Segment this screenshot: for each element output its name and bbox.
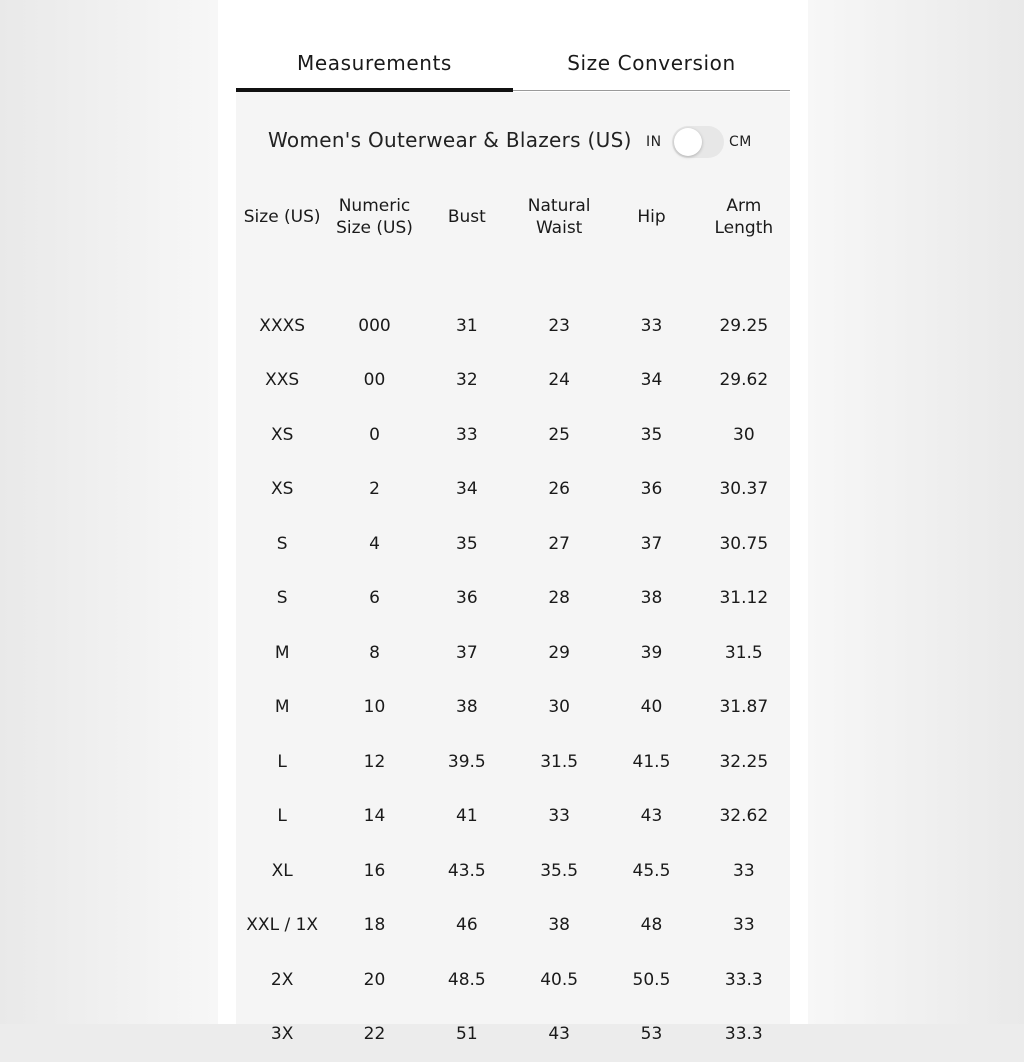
header-hip <box>605 190 697 244</box>
header-bust <box>421 190 513 244</box>
cell-natural-waist: 29 <box>548 642 570 663</box>
cell-natural-waist: 33 <box>548 806 570 827</box>
header-numeric-line1: Numeric <box>338 196 411 216</box>
table-row <box>236 953 790 1008</box>
header-arm-line2: Length <box>714 218 774 238</box>
size-table-header <box>236 190 790 244</box>
cell-hip: 50.5 <box>632 969 671 990</box>
cell-arm-length: 31.5 <box>724 642 763 663</box>
cell-hip: 33 <box>640 315 663 336</box>
cell-hip: 53 <box>640 1024 663 1045</box>
cell-arm-length: 29.62 <box>719 370 769 391</box>
cell-bust: 32 <box>456 370 478 391</box>
cell-numeric-size: 0 <box>369 424 380 445</box>
cell-hip: 36 <box>640 479 663 500</box>
cell-numeric-size: 00 <box>363 370 386 391</box>
cell-bust: 46 <box>456 915 478 936</box>
cell-hip: 38 <box>640 588 663 609</box>
panel-header <box>236 122 790 162</box>
tab-bar <box>236 40 790 92</box>
cell-hip: 39 <box>640 642 663 663</box>
cell-size: L <box>277 751 287 772</box>
cell-hip: 34 <box>640 370 663 391</box>
cell-arm-length: 30.75 <box>719 533 769 554</box>
cell-hip: 41.5 <box>632 751 671 772</box>
cell-natural-waist: 38 <box>548 915 570 936</box>
header-waist-line2: Waist <box>535 218 583 238</box>
cell-arm-length: 31.87 <box>719 697 769 718</box>
unit-toggle[interactable] <box>672 126 724 158</box>
cell-numeric-size: 000 <box>358 315 391 336</box>
cell-numeric-size: 10 <box>363 697 386 718</box>
cell-hip: 48 <box>640 915 663 936</box>
cell-numeric-size: 8 <box>369 642 380 663</box>
header-natural-waist <box>513 190 605 244</box>
unit-label-cm: CM <box>729 134 752 150</box>
cell-hip: 43 <box>640 806 663 827</box>
table-row <box>236 408 790 463</box>
cell-natural-waist: 30 <box>548 697 570 718</box>
cell-numeric-size: 4 <box>369 533 380 554</box>
header-size <box>236 190 328 244</box>
cell-bust: 33 <box>456 424 478 445</box>
table-row <box>236 571 790 626</box>
header-waist-line1: Natural <box>527 196 591 216</box>
table-spacer <box>236 244 790 299</box>
cell-size: XXS <box>265 370 300 391</box>
cell-arm-length: 33.3 <box>724 969 763 990</box>
cell-bust: 34 <box>456 479 478 500</box>
table-row <box>236 626 790 681</box>
cell-bust: 38 <box>456 697 478 718</box>
cell-natural-waist: 25 <box>548 424 570 445</box>
cell-arm-length: 30.37 <box>719 479 769 500</box>
table-row <box>236 680 790 735</box>
size-table <box>236 190 790 1062</box>
table-row <box>236 735 790 790</box>
header-hip-label: Hip <box>637 207 666 227</box>
cell-natural-waist: 35.5 <box>540 860 579 881</box>
cell-size: S <box>276 588 288 609</box>
cell-size: L <box>277 806 287 827</box>
header-arm-length <box>698 190 790 244</box>
cell-numeric-size: 20 <box>363 969 386 990</box>
unit-toggle-knob <box>674 128 702 156</box>
cell-natural-waist: 27 <box>548 533 570 554</box>
table-row <box>236 898 790 953</box>
cell-bust: 51 <box>456 1024 478 1045</box>
cell-bust: 41 <box>456 806 478 827</box>
table-row <box>236 517 790 572</box>
cell-natural-waist: 28 <box>548 588 570 609</box>
size-guide-sheet <box>218 0 808 1045</box>
header-size-label: Size (US) <box>243 207 321 227</box>
cell-bust: 48.5 <box>447 969 486 990</box>
table-row <box>236 299 790 354</box>
cell-hip: 37 <box>640 533 663 554</box>
table-row <box>236 353 790 408</box>
tab-size-conversion[interactable]: Size Conversion <box>513 40 790 91</box>
cell-natural-waist: 24 <box>548 370 570 391</box>
cell-arm-length: 32.62 <box>719 806 769 827</box>
size-table-body <box>236 244 790 1062</box>
header-row <box>236 190 790 244</box>
cell-size: XS <box>270 479 294 500</box>
cell-arm-length: 29.25 <box>719 315 769 336</box>
cell-size: M <box>274 697 290 718</box>
unit-label-in: IN <box>646 134 662 150</box>
table-spacer-cell <box>236 244 790 299</box>
header-numeric-size <box>328 190 420 244</box>
cell-numeric-size: 14 <box>363 806 386 827</box>
cell-bust: 31 <box>456 315 478 336</box>
cell-bust: 36 <box>456 588 478 609</box>
cell-arm-length: 33.3 <box>724 1024 763 1045</box>
header-arm-line1: Arm <box>726 196 762 216</box>
cell-size: XXXS <box>259 315 306 336</box>
category-title: Women's Outerwear & Blazers (US) <box>268 128 632 152</box>
header-bust-label: Bust <box>447 207 486 227</box>
cell-arm-length: 33 <box>733 915 755 936</box>
tab-measurements[interactable]: Measurements <box>236 40 513 92</box>
cell-size: 3X <box>270 1024 294 1045</box>
cell-bust: 39.5 <box>447 751 486 772</box>
cell-natural-waist: 43 <box>548 1024 570 1045</box>
cell-size: 2X <box>270 969 294 990</box>
cell-natural-waist: 23 <box>548 315 570 336</box>
cell-hip: 45.5 <box>632 860 671 881</box>
cell-numeric-size: 12 <box>363 751 386 772</box>
cell-bust: 37 <box>456 642 478 663</box>
cell-numeric-size: 18 <box>363 915 386 936</box>
cell-numeric-size: 22 <box>363 1024 386 1045</box>
measurements-panel <box>236 92 790 1045</box>
table-row <box>236 789 790 844</box>
cell-numeric-size: 2 <box>369 479 380 500</box>
cell-size: M <box>274 642 290 663</box>
cell-hip: 35 <box>640 424 663 445</box>
cell-hip: 40 <box>640 697 663 718</box>
table-row <box>236 1007 790 1062</box>
cell-bust: 35 <box>456 533 478 554</box>
cell-arm-length: 30 <box>733 424 755 445</box>
cell-numeric-size: 16 <box>363 860 386 881</box>
cell-natural-waist: 26 <box>548 479 570 500</box>
cell-arm-length: 31.12 <box>719 588 769 609</box>
cell-natural-waist: 31.5 <box>540 751 579 772</box>
table-row <box>236 844 790 899</box>
cell-size: XS <box>270 424 294 445</box>
table-row <box>236 462 790 517</box>
header-numeric-line2: Size (US) <box>336 218 413 238</box>
cell-natural-waist: 40.5 <box>540 969 579 990</box>
cell-numeric-size: 6 <box>369 588 380 609</box>
cell-size: XL <box>271 860 293 881</box>
cell-arm-length: 33 <box>733 860 755 881</box>
cell-bust: 43.5 <box>447 860 486 881</box>
cell-size: XXL / 1X <box>246 915 319 936</box>
cell-size: S <box>276 533 288 554</box>
cell-arm-length: 32.25 <box>719 751 769 772</box>
